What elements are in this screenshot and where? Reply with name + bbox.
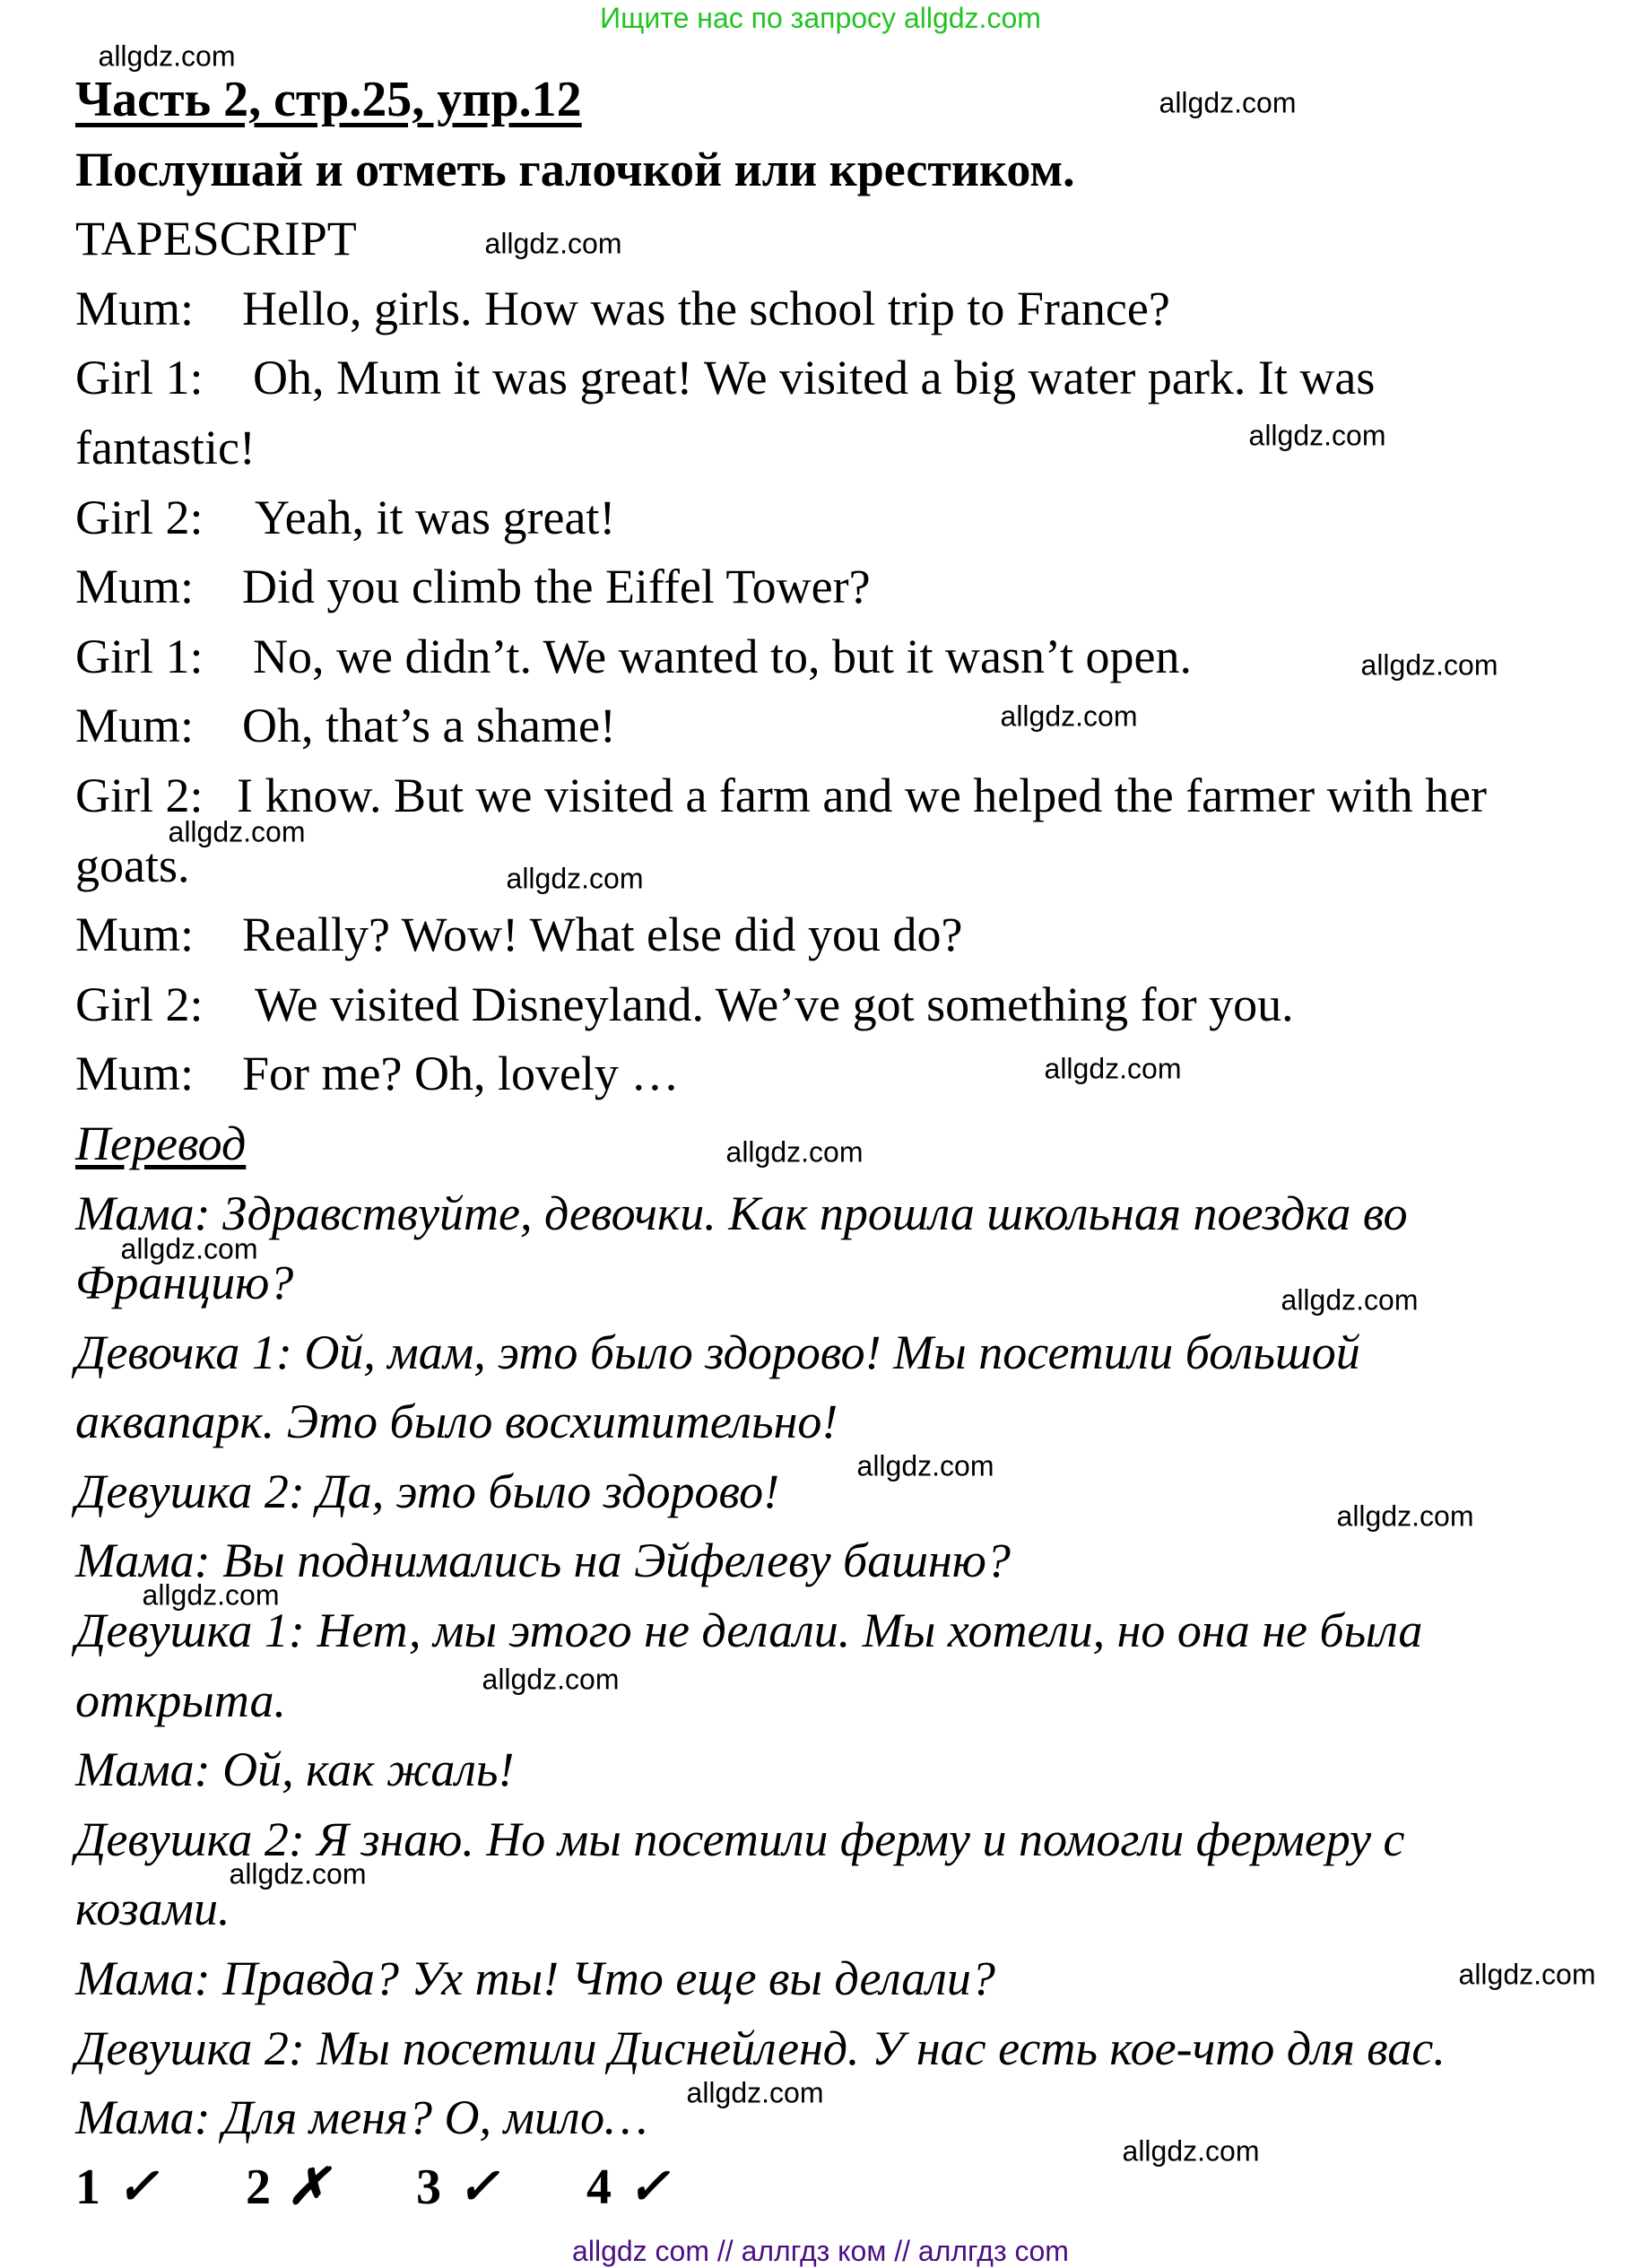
watermark: allgdz.com: [120, 1232, 258, 1265]
answer-number: 2: [246, 2159, 271, 2215]
top-banner-link[interactable]: Ищите нас по запросу allgdz.com: [600, 2, 1041, 34]
page-title: Часть 2, стр.25, упр.12: [75, 72, 582, 127]
dialogue-line: [75, 274, 1618, 344]
translation-line: козами.: [75, 1881, 230, 1936]
answer-number: 3: [416, 2159, 441, 2215]
watermark: allgdz.com: [725, 1135, 864, 1169]
translation-line: открыта.: [75, 1673, 286, 1727]
translation-line: Девушка 2: Я знаю. Но мы посетили ферму и помогли фермеру с: [75, 1812, 1405, 1866]
translation-line: аквапарк. Это было восхитительно!: [75, 1395, 838, 1449]
watermark: allgdz.com: [686, 2076, 824, 2109]
speaker-label: Mum:: [75, 908, 195, 962]
dialogue-text: Yeah, it was great!: [255, 490, 616, 544]
watermark: allgdz.com: [1458, 1958, 1596, 1991]
dialogue-line: [75, 761, 1618, 831]
watermark: allgdz.com: [1248, 419, 1386, 452]
translation-line: Мама: Правда? Ух ты! Что еще вы делали?: [75, 1951, 995, 2006]
speaker-label: Mum:: [75, 560, 195, 614]
watermark: allgdz.com: [168, 815, 306, 848]
translation-line: Девочка 1: Ой, мам, это было здорово! Мы посетили большой: [75, 1325, 1360, 1379]
dialogue-line: [75, 343, 1618, 413]
watermark: allgdz.com: [142, 1578, 280, 1612]
exercise-instruction: Послушай и отметь галочкой или крестиком.: [75, 142, 1075, 196]
dialogue-line: [75, 831, 1618, 901]
watermark: allgdz.com: [484, 227, 622, 260]
answer-item: [75, 2153, 246, 2223]
dialogue-line: [75, 552, 1618, 622]
speaker-label: Girl 1:: [75, 351, 204, 405]
dialogue-line: [75, 1039, 1618, 1109]
speaker-label: Girl 1:: [75, 629, 204, 683]
watermark: allgdz.com: [856, 1449, 994, 1482]
dialogue-text: No, we didn’t. We wanted to, but it wasn’t open.: [253, 629, 1193, 683]
translation-heading: Перевод: [75, 1116, 247, 1170]
translation-line: Мама: Для меня? О, мило…: [75, 2090, 648, 2145]
dialogue-text: Did you climb the Eiffel Tower?: [242, 560, 871, 614]
tapescript-heading: TAPESCRIPT: [75, 212, 357, 266]
watermark: allgdz.com: [98, 39, 236, 73]
translation-line: Мама: Ой, как жаль!: [75, 1742, 515, 1797]
bottom-banner-link[interactable]: allgdz com // аллгдз ком // аллгдз com: [572, 2235, 1069, 2267]
speaker-label: Mum:: [75, 281, 195, 335]
translation-line: Мама: Вы поднимались на Эйфелеву башню?: [75, 1534, 1011, 1588]
dialogue-text: Hello, girls. How was the school trip to France?: [242, 281, 1170, 335]
translation-line: Францию?: [75, 1256, 294, 1310]
check-icon: ✓: [457, 2159, 499, 2215]
dialogue-text: We visited Disneyland. We’ve got something for you.: [255, 977, 1294, 1031]
speaker-label: Girl 2:: [75, 490, 204, 544]
dialogue-text: I know. But we visited a farm and we helped the farmer with her: [237, 768, 1488, 822]
check-icon: ✓: [628, 2159, 670, 2215]
translation-line: Девушка 2: Да, это было здорово!: [75, 1464, 780, 1518]
dialogue-line: [75, 970, 1618, 1040]
answer-item: [246, 2153, 416, 2223]
watermark: allgdz.com: [506, 862, 644, 895]
translation-line: Девушка 1: Нет, мы этого не делали. Мы хотели, но она не была: [75, 1603, 1423, 1658]
answer-item: [586, 2153, 757, 2223]
watermark: allgdz.com: [1044, 1052, 1182, 1085]
answer-number: 1: [75, 2159, 100, 2215]
speaker-label: Girl 2:: [75, 977, 204, 1031]
dialogue-line: [75, 900, 1618, 970]
speaker-label: Mum:: [75, 1047, 195, 1101]
translation-line: Мама: Здравствуйте, девочки. Как прошла школьная поездка во: [75, 1186, 1408, 1240]
dialogue-line: [75, 483, 1618, 553]
watermark: allgdz.com: [229, 1857, 367, 1890]
translation-line: Девушка 2: Мы посетили Диснейленд. У нас есть кое-что для вас.: [75, 2020, 1446, 2075]
speaker-label: Girl 2:: [75, 768, 204, 822]
watermark: allgdz.com: [1336, 1499, 1474, 1533]
watermark: allgdz.com: [1281, 1283, 1419, 1316]
answer-item: [416, 2153, 586, 2223]
watermark: allgdz.com: [482, 1663, 620, 1696]
watermark: allgdz.com: [1000, 700, 1138, 733]
dialogue-text: fantastic!: [75, 420, 256, 474]
dialogue-line: [75, 691, 1618, 761]
dialogue-text: Oh, that’s a shame!: [242, 699, 616, 753]
dialogue-text: For me? Oh, lovely …: [242, 1047, 680, 1101]
dialogue-line: [75, 413, 1618, 483]
dialogue-text: Oh, Mum it was great! We visited a big water park. It was: [253, 351, 1376, 405]
speaker-label: Mum:: [75, 699, 195, 753]
cross-icon: ✗: [287, 2159, 329, 2215]
answers-row: [75, 2153, 1618, 2223]
check-icon: ✓: [117, 2159, 159, 2215]
watermark: allgdz.com: [1122, 2134, 1260, 2168]
dialogue-text: Really? Wow! What else did you do?: [242, 908, 963, 962]
watermark: allgdz.com: [1159, 86, 1297, 119]
dialogue-text: goats.: [75, 838, 190, 892]
watermark: allgdz.com: [1360, 648, 1498, 682]
answer-number: 4: [586, 2159, 612, 2215]
